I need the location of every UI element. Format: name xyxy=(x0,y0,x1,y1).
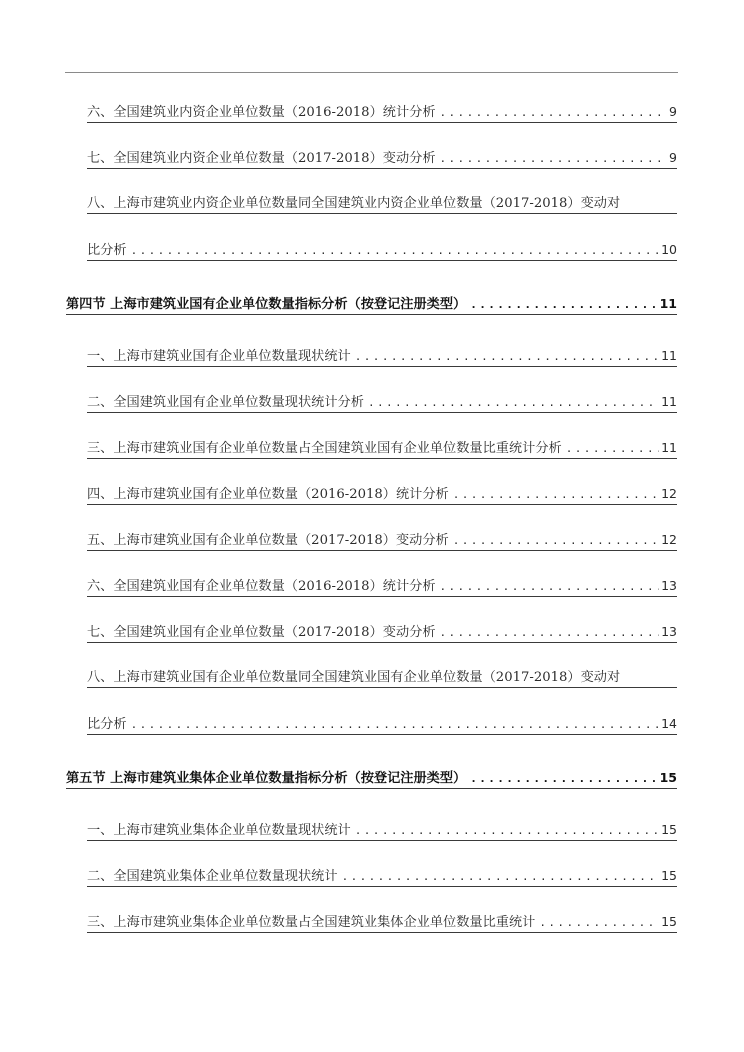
toc-entry-label: 八、上海市建筑业内资企业单位数量同全国建筑业内资企业单位数量（2017-2018）变动对 xyxy=(87,196,621,211)
toc-entry-label: 比分析 xyxy=(87,243,127,258)
toc-page-number: 11 xyxy=(661,394,677,409)
toc-entry-label: 三、上海市建筑业国有企业单位数量占全国建筑业国有企业单位数量比重统计分析 xyxy=(87,441,562,456)
toc-entry-link-line2[interactable] xyxy=(87,716,677,735)
dot-leader xyxy=(440,105,668,121)
toc-entry-label: 比分析 xyxy=(87,717,127,732)
toc-page-number: 10 xyxy=(661,242,677,257)
dot-leader xyxy=(470,771,657,787)
dot-leader xyxy=(440,579,660,595)
toc-entry-label: 二、全国建筑业国有企业单位数量现状统计分析 xyxy=(87,395,364,410)
toc-entry-label: 一、上海市建筑业国有企业单位数量现状统计 xyxy=(87,349,351,364)
toc-page-number: 9 xyxy=(669,104,677,119)
dot-leader xyxy=(453,487,659,503)
toc-page-number: 11 xyxy=(661,440,677,455)
toc-page-number: 14 xyxy=(661,716,677,731)
toc-entry-link-line1[interactable] xyxy=(87,196,677,214)
toc-section-link[interactable] xyxy=(66,770,677,789)
toc-page-number: 15 xyxy=(659,770,677,785)
toc-entry-label: 八、上海市建筑业国有企业单位数量同全国建筑业国有企业单位数量（2017-2018）变动对 xyxy=(87,670,621,685)
toc-entry-link[interactable] xyxy=(87,394,677,413)
toc-entry-link-line1[interactable] xyxy=(87,670,677,688)
toc-entry-label: 五、上海市建筑业国有企业单位数量（2017-2018）变动分析 xyxy=(87,533,449,548)
toc-entry-link[interactable] xyxy=(87,914,677,933)
toc-entry-link[interactable] xyxy=(87,624,677,643)
dot-leader xyxy=(440,625,660,641)
toc-entry-label: 六、全国建筑业内资企业单位数量（2016-2018）统计分析 xyxy=(87,105,436,120)
toc-page-number: 12 xyxy=(661,532,677,547)
toc-entry-label: 四、上海市建筑业国有企业单位数量（2016-2018）统计分析 xyxy=(87,487,449,502)
toc-entry-label: 六、全国建筑业国有企业单位数量（2016-2018）统计分析 xyxy=(87,579,436,594)
dot-leader xyxy=(566,441,659,457)
toc-entry-link[interactable] xyxy=(87,440,677,459)
toc-page-number: 15 xyxy=(661,868,677,883)
toc-entry-label: 一、上海市建筑业集体企业单位数量现状统计 xyxy=(87,823,351,838)
toc-entry-link[interactable] xyxy=(87,532,677,551)
toc-entry-link-line2[interactable] xyxy=(87,242,677,261)
dot-leader xyxy=(131,717,660,733)
dot-leader xyxy=(131,243,660,259)
toc-entry-link[interactable] xyxy=(87,822,677,841)
header-rule xyxy=(65,72,678,73)
toc-page-number: 11 xyxy=(659,296,677,311)
toc-entry-link[interactable] xyxy=(87,868,677,887)
toc-section-label: 第五节 上海市建筑业集体企业单位数量指标分析（按登记注册类型） xyxy=(66,771,467,786)
toc-page-number: 13 xyxy=(661,624,677,639)
toc-page-number: 15 xyxy=(661,822,677,837)
toc-entry-link[interactable] xyxy=(87,348,677,367)
dot-leader xyxy=(539,915,659,931)
toc-entry-label: 七、全国建筑业内资企业单位数量（2017-2018）变动分析 xyxy=(87,151,436,166)
toc-entry-label: 二、全国建筑业集体企业单位数量现状统计 xyxy=(87,869,338,884)
toc-entry-link[interactable] xyxy=(87,486,677,505)
toc-entry-label: 三、上海市建筑业集体企业单位数量占全国建筑业集体企业单位数量比重统计 xyxy=(87,915,536,930)
dot-leader xyxy=(440,151,668,167)
toc-page-number: 12 xyxy=(661,486,677,501)
toc-entry-label: 七、全国建筑业国有企业单位数量（2017-2018）变动分析 xyxy=(87,625,436,640)
toc-section-label: 第四节 上海市建筑业国有企业单位数量指标分析（按登记注册类型） xyxy=(66,297,467,312)
dot-leader xyxy=(355,349,659,365)
toc-page-number: 15 xyxy=(661,914,677,929)
toc-section-link[interactable] xyxy=(66,296,677,315)
toc-entry-link[interactable] xyxy=(87,578,677,597)
dot-leader xyxy=(342,869,660,885)
toc-page-number: 11 xyxy=(661,348,677,363)
toc-page-number: 13 xyxy=(661,578,677,593)
dot-leader xyxy=(355,823,659,839)
dot-leader xyxy=(368,395,659,411)
toc-entry-link[interactable] xyxy=(87,104,677,123)
dot-leader xyxy=(470,297,657,313)
toc-page-number: 9 xyxy=(669,150,677,165)
toc-entry-link[interactable] xyxy=(87,150,677,169)
dot-leader xyxy=(453,533,659,549)
